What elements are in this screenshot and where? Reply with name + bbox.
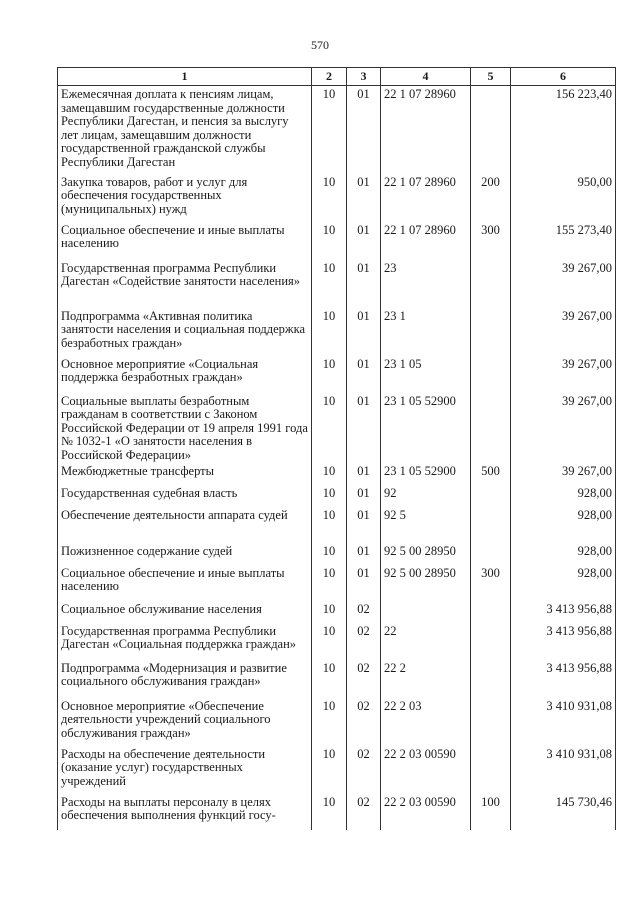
cell-rz: 10 [312,698,347,746]
cell-name: Закупка товаров, работ и услуг для обеспечения государственных (муниципальных) нужд [58,174,312,222]
table-row [58,308,616,356]
header-col-5: 5 [471,68,511,86]
cell-csr: 22 2 [381,660,471,698]
cell-vr [471,356,511,393]
cell-sum: 928,00 [511,543,616,565]
header-col-3: 3 [347,68,381,86]
cell-pr: 02 [347,660,381,698]
cell-name: Социальное обеспечение и иные выплаты населению [58,565,312,601]
table-row [58,485,616,507]
cell-pr: 01 [347,308,381,356]
cell-rz: 10 [312,746,347,794]
cell-name: Социальные выплаты безработным гражданам в соответствии с Законом Российской Федерации от 19 апреля 1991 года № 1032-1 «О занятости населения в Российской Федерации» [58,393,312,463]
cell-rz: 10 [312,794,347,830]
cell-sum: 39 267,00 [511,393,616,463]
cell-csr: 22 1 07 28960 [381,222,471,260]
table-row [58,660,616,698]
table-row [58,356,616,393]
cell-pr: 01 [347,463,381,485]
cell-rz: 10 [312,174,347,222]
cell-csr [381,601,471,623]
table-row [58,543,616,565]
cell-rz: 10 [312,86,347,174]
cell-name: Подпрограмма «Активная политика занятости населения и социальная поддержка безработных граждан» [58,308,312,356]
cell-pr: 01 [347,565,381,601]
cell-name: Государственная программа Республики Дагестан «Социальная поддержка граждан» [58,623,312,660]
cell-name: Государственная программа Республики Дагестан «Содействие занятости населения» [58,260,312,308]
cell-rz: 10 [312,543,347,565]
cell-pr: 01 [347,174,381,222]
cell-name: Обеспечение деятельности аппарата судей [58,507,312,543]
table-row [58,174,616,222]
header-col-1: 1 [58,68,312,86]
cell-rz: 10 [312,393,347,463]
cell-vr [471,746,511,794]
table-row [58,463,616,485]
table-row [58,601,616,623]
cell-name: Государственная судебная власть [58,485,312,507]
table-row [58,565,616,601]
cell-csr: 22 2 03 00590 [381,746,471,794]
cell-sum: 3 413 956,88 [511,601,616,623]
cell-name: Ежемесячная доплата к пенсиям лицам, замещавшим государственные должности Республики Дагестан, и пенсия за выслугу лет лицам, замещавшим должности государственной гражданской службы Республики Дагестан [58,86,312,174]
cell-rz: 10 [312,623,347,660]
cell-csr: 22 2 03 [381,698,471,746]
cell-vr [471,485,511,507]
cell-name: Расходы на выплаты персоналу в целях обеспечения выполнения функций госу- [58,794,312,830]
cell-vr [471,393,511,463]
cell-pr: 01 [347,86,381,174]
cell-csr: 22 [381,623,471,660]
cell-pr: 02 [347,601,381,623]
cell-vr [471,507,511,543]
cell-rz: 10 [312,601,347,623]
cell-vr [471,623,511,660]
page-number: 570 [311,38,329,52]
header-col-4: 4 [381,68,471,86]
cell-sum: 145 730,46 [511,794,616,830]
cell-vr [471,260,511,308]
cell-name: Основное мероприятие «Социальная поддержка безработных граждан» [58,356,312,393]
cell-csr: 23 1 05 52900 [381,393,471,463]
cell-rz: 10 [312,308,347,356]
cell-csr: 92 [381,485,471,507]
cell-csr: 92 5 [381,507,471,543]
table-row [58,794,616,830]
cell-rz: 10 [312,222,347,260]
cell-pr: 01 [347,543,381,565]
cell-csr: 92 5 00 28950 [381,543,471,565]
cell-csr: 22 1 07 28960 [381,86,471,174]
table-row [58,222,616,260]
header-col-6: 6 [511,68,616,86]
table-row [58,623,616,660]
cell-sum: 3 413 956,88 [511,660,616,698]
cell-name: Основное мероприятие «Обеспечение деятельности учреждений социального обслуживания граждан» [58,698,312,746]
cell-sum: 39 267,00 [511,260,616,308]
cell-pr: 01 [347,507,381,543]
cell-vr: 500 [471,463,511,485]
cell-pr: 02 [347,623,381,660]
table-row [58,393,616,463]
cell-name: Подпрограмма «Модернизация и развитие социального обслуживания граждан» [58,660,312,698]
table-row [58,507,616,543]
table-row [58,746,616,794]
cell-name: Социальное обслуживание населения [58,601,312,623]
cell-vr [471,308,511,356]
cell-sum: 950,00 [511,174,616,222]
cell-pr: 01 [347,393,381,463]
table-row [58,260,616,308]
cell-sum: 156 223,40 [511,86,616,174]
cell-sum: 928,00 [511,485,616,507]
cell-csr: 22 1 07 28960 [381,174,471,222]
cell-vr: 300 [471,222,511,260]
table-body [58,86,616,830]
cell-sum: 39 267,00 [511,356,616,393]
cell-rz: 10 [312,507,347,543]
cell-sum: 3 410 931,08 [511,746,616,794]
cell-rz: 10 [312,660,347,698]
cell-csr: 22 2 03 00590 [381,794,471,830]
cell-rz: 10 [312,565,347,601]
cell-vr: 200 [471,174,511,222]
cell-sum: 39 267,00 [511,463,616,485]
cell-pr: 02 [347,794,381,830]
cell-pr: 01 [347,222,381,260]
cell-name: Пожизненное содержание судей [58,543,312,565]
cell-pr: 01 [347,356,381,393]
cell-pr: 02 [347,698,381,746]
cell-sum: 3 410 931,08 [511,698,616,746]
cell-csr: 92 5 00 28950 [381,565,471,601]
cell-name: Расходы на обеспечение деятельности (оказание услуг) государственных учреждений [58,746,312,794]
header-row [58,68,616,86]
cell-sum: 155 273,40 [511,222,616,260]
header-col-2: 2 [312,68,347,86]
table-row [58,86,616,174]
cell-csr: 23 1 [381,308,471,356]
cell-name: Межбюджетные трансферты [58,463,312,485]
cell-csr: 23 1 05 52900 [381,463,471,485]
cell-vr [471,86,511,174]
cell-csr: 23 1 05 [381,356,471,393]
cell-rz: 10 [312,463,347,485]
cell-rz: 10 [312,356,347,393]
cell-pr: 02 [347,746,381,794]
cell-rz: 10 [312,485,347,507]
cell-rz: 10 [312,260,347,308]
cell-sum: 39 267,00 [511,308,616,356]
cell-sum: 928,00 [511,507,616,543]
cell-vr [471,543,511,565]
cell-vr [471,601,511,623]
table-row [58,698,616,746]
budget-table [57,67,616,830]
cell-pr: 01 [347,260,381,308]
cell-vr: 100 [471,794,511,830]
cell-sum: 928,00 [511,565,616,601]
cell-vr [471,660,511,698]
cell-csr: 23 [381,260,471,308]
cell-pr: 01 [347,485,381,507]
cell-vr [471,698,511,746]
cell-vr: 300 [471,565,511,601]
cell-name: Социальное обеспечение и иные выплаты населению [58,222,312,260]
cell-sum: 3 413 956,88 [511,623,616,660]
